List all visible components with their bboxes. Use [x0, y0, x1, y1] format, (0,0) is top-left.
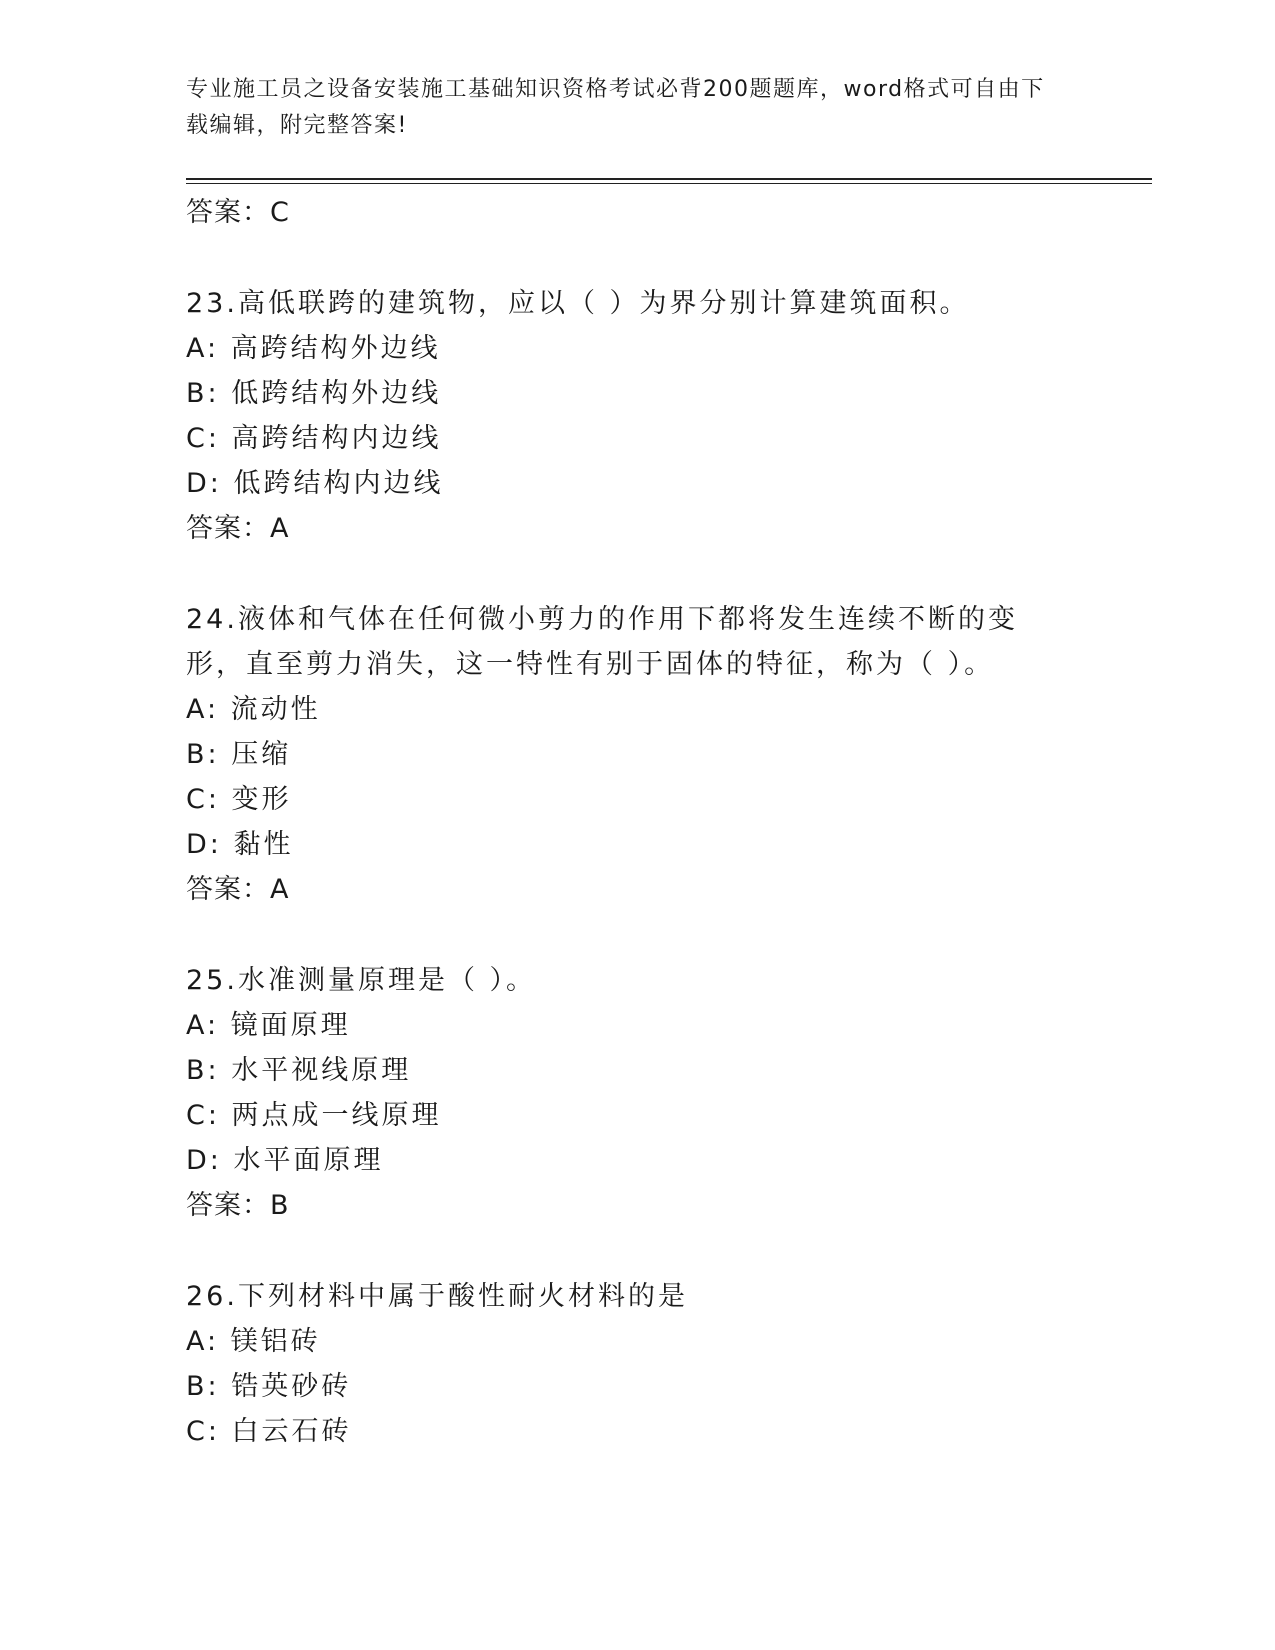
option-b: B: 压缩	[186, 739, 292, 770]
option-a: A: 镁铝砖	[186, 1326, 321, 1357]
option-d: D: 水平面原理	[186, 1145, 384, 1176]
option-a: A: 高跨结构外边线	[186, 333, 441, 364]
answer: 答案：B	[186, 1190, 290, 1221]
option-c: C: 白云石砖	[186, 1416, 352, 1447]
question-text: 24.液体和气体在任何微小剪力的作用下都将发生连续不断的变形，直至剪力消失，这一特性有别于固体的特征，称为（ ）。	[186, 604, 1018, 680]
option-b: B: 低跨结构外边线	[186, 378, 442, 409]
question-23	[186, 281, 1086, 551]
option-d: D: 黏性	[186, 829, 294, 860]
answer: 答案：A	[186, 874, 290, 905]
option-c: C: 高跨结构内边线	[186, 423, 442, 454]
option-b: B: 锆英砂砖	[186, 1371, 352, 1402]
question-24	[186, 597, 1086, 912]
option-a: A: 镜面原理	[186, 1010, 351, 1041]
question-text: 25.水准测量原理是（ ）。	[186, 965, 537, 996]
option-c: C: 变形	[186, 784, 292, 815]
answer: 答案：A	[186, 513, 290, 544]
option-d: D: 低跨结构内边线	[186, 468, 444, 499]
option-b: B: 水平视线原理	[186, 1055, 412, 1086]
document-header: 专业施工员之设备安装施工基础知识资格考试必背200题题库，word格式可自由下载编辑，附完整答案!	[186, 77, 1045, 138]
header-divider-thin	[186, 183, 1152, 184]
question-25	[186, 958, 1086, 1228]
option-a: A: 流动性	[186, 694, 321, 725]
question-text: 23.高低联跨的建筑物，应以（ ）为界分别计算建筑面积。	[186, 288, 970, 319]
header-divider	[186, 178, 1152, 180]
question-26	[186, 1274, 1086, 1454]
option-c: C: 两点成一线原理	[186, 1100, 442, 1131]
previous-answer: 答案：C	[186, 197, 290, 228]
question-list	[186, 190, 1086, 1454]
question-text: 26.下列材料中属于酸性耐火材料的是	[186, 1281, 688, 1312]
